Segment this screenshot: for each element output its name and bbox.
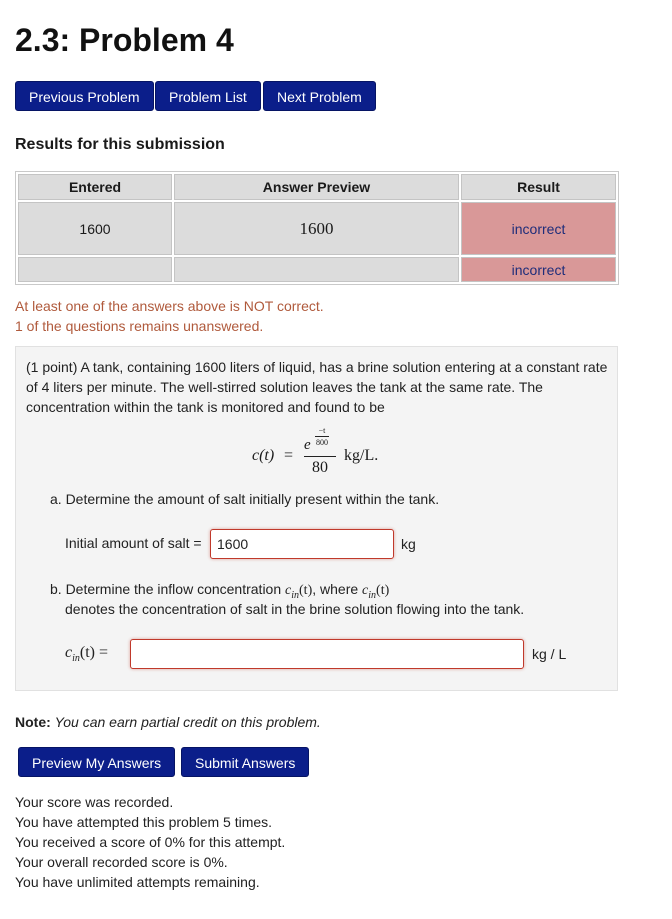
fraction-bar: [304, 456, 336, 457]
problem-list-button[interactable]: Problem List: [155, 81, 261, 111]
cin-input[interactable]: [130, 639, 524, 669]
part-a-label: Initial amount of salt =: [65, 535, 202, 551]
cin-sub: in: [72, 653, 80, 665]
part-b-unit: kg / L: [532, 646, 567, 662]
table-row: [18, 202, 616, 255]
cin-base: c: [65, 644, 73, 661]
formula-exp-denominator: 800: [316, 438, 328, 447]
score-line: You received a score of 0% for this attempt.: [15, 834, 286, 850]
answer-preview-cell: 1600: [174, 202, 459, 255]
cin-arg: (t): [79, 644, 95, 661]
score-line: Your score was recorded.: [15, 794, 174, 810]
entered-cell: 1600: [18, 202, 172, 255]
preview-answers-button[interactable]: Preview My Answers: [18, 747, 175, 777]
formula-lhs: c(t): [252, 447, 275, 464]
score-line: You have attempted this problem 5 times.: [15, 814, 273, 830]
next-problem-button[interactable]: Next Problem: [263, 81, 376, 111]
submit-answers-button[interactable]: Submit Answers: [181, 747, 309, 777]
unanswered-message: 1 of the questions remains unanswered.: [15, 318, 264, 334]
cin-symbol: [362, 583, 390, 601]
entered-cell: [18, 257, 172, 282]
score-summary: [15, 792, 285, 892]
initial-salt-input[interactable]: [210, 529, 394, 559]
result-cell: incorrect: [461, 202, 616, 255]
partial-credit-note: [15, 714, 321, 730]
note-label: Note:: [15, 714, 51, 730]
answer-preview-cell: [174, 257, 459, 282]
cin-label: [65, 643, 108, 669]
cin-base: c: [285, 583, 292, 598]
problem-panel: [15, 346, 618, 691]
score-line: You have unlimited attempts remaining.: [15, 874, 260, 890]
column-header-entered: Entered: [18, 174, 172, 200]
result-cell: incorrect: [461, 257, 616, 282]
results-heading: Results for this submission: [15, 136, 225, 153]
formula-equals: =: [284, 447, 294, 464]
formula-units: kg/L.: [344, 447, 379, 464]
problem-intro: (1 point) A tank, containing 1600 liters of liquid, has a brine solution entering at a constant rate of 4 liters per minute. The well-stirred solution leaves the tank at the same rate. The concentration within the tank is monitored and found to be: [26, 359, 608, 415]
cin-arg: (t): [376, 583, 390, 598]
part-b-question-mid: , where: [312, 581, 359, 597]
cin-equals: =: [99, 644, 109, 661]
part-b-question: [50, 579, 610, 601]
cin-arg: (t): [299, 583, 313, 598]
formula-exp-bar: [315, 436, 329, 437]
part-a-question: a. Determine the amount of salt initially present within the tank.: [50, 491, 440, 507]
previous-problem-button[interactable]: Previous Problem: [15, 81, 154, 111]
cin-sub: in: [368, 589, 377, 601]
score-line: Your overall recorded score is 0%.: [15, 854, 228, 870]
part-a-unit: kg: [401, 536, 416, 552]
results-table: [15, 171, 619, 285]
page-title: 2.3: Problem 4: [15, 22, 234, 58]
formula-base: e: [304, 437, 311, 453]
formula-exp-numerator: −t: [318, 426, 326, 435]
note-text: You can earn partial credit on this problem.: [54, 714, 321, 730]
cin-sub: in: [291, 589, 300, 601]
cin-base: c: [362, 583, 369, 598]
concentration-formula: [252, 426, 412, 479]
column-header-answer-preview: Answer Preview: [174, 174, 459, 200]
column-header-result: Result: [461, 174, 616, 200]
formula-denominator: 80: [312, 459, 328, 476]
part-b-question-end: denotes the concentration of salt in the brine solution flowing into the tank.: [65, 601, 525, 617]
table-row: [18, 257, 616, 282]
not-correct-message: At least one of the answers above is NOT correct.: [15, 298, 324, 314]
part-b-question-start: b. Determine the inflow concentration: [50, 581, 282, 597]
cin-symbol: [285, 583, 313, 601]
